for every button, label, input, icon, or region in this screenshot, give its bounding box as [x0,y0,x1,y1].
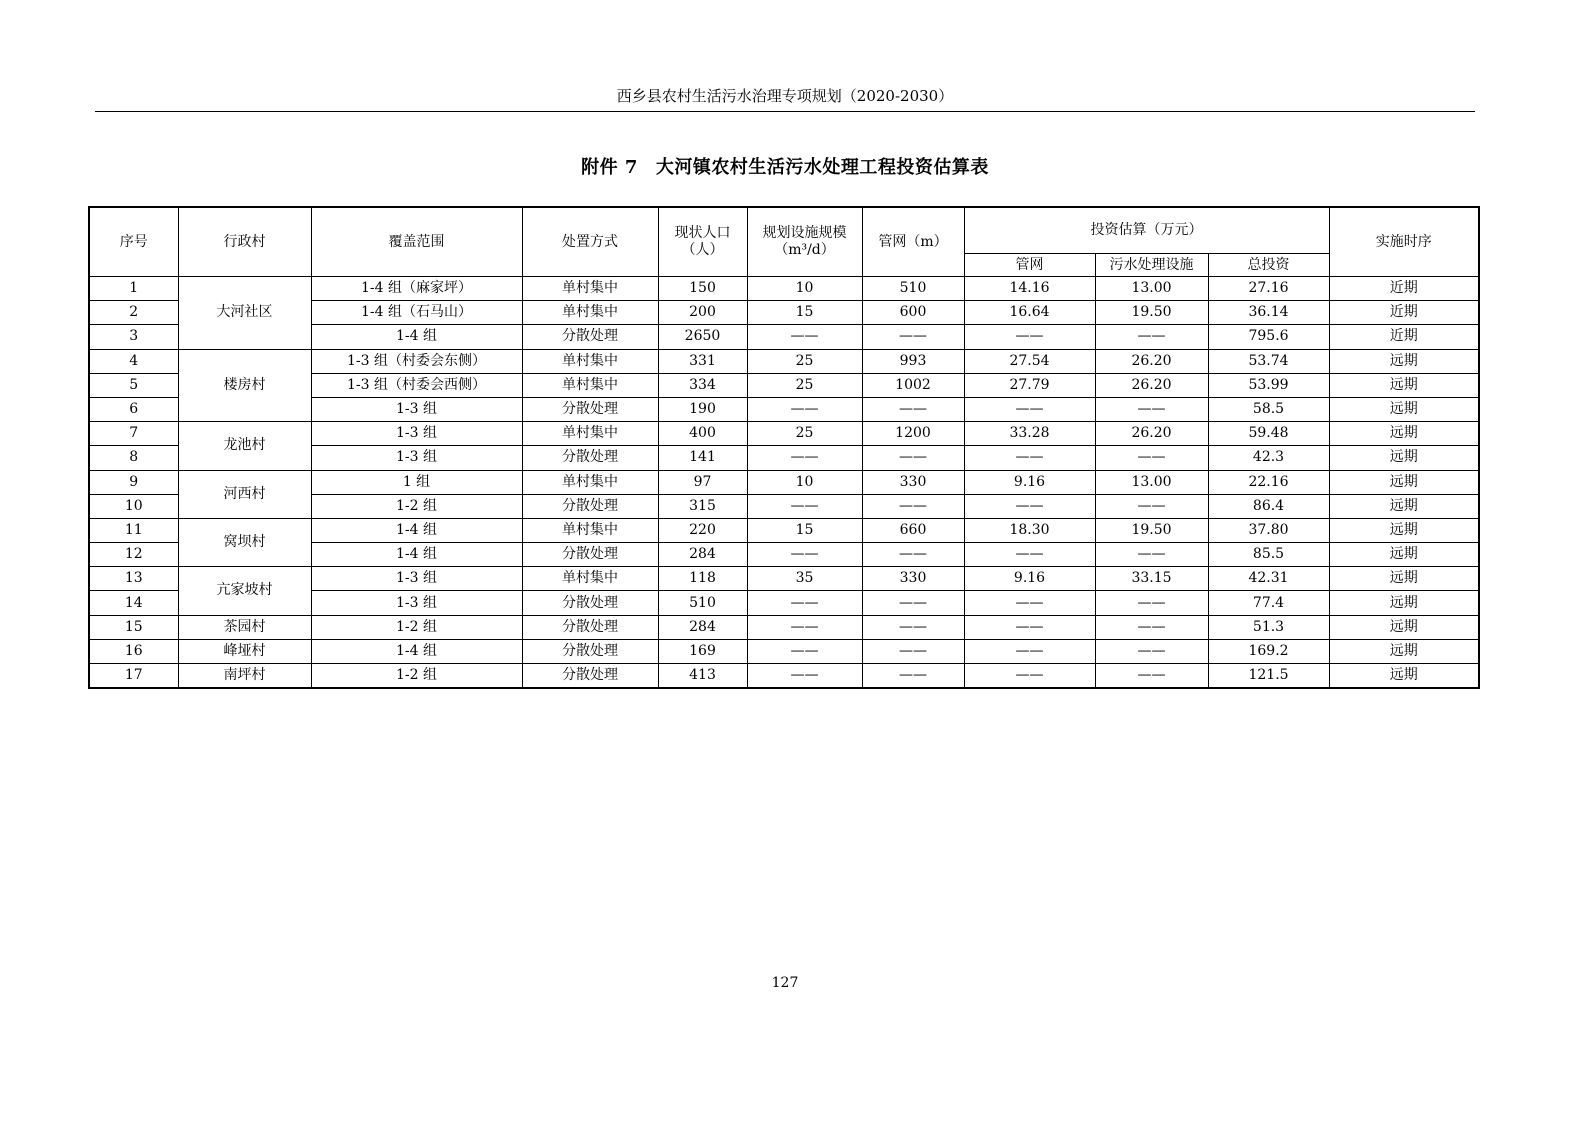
cell-village: 大河社区 [178,277,311,350]
cell-inv-pipe: 27.79 [964,373,1095,397]
cell-inv-facility: 26.20 [1095,422,1208,446]
cell-schedule: 远期 [1329,543,1479,567]
col-header-coverage: 覆盖范围 [311,207,522,277]
cell-method: 单村集中 [522,422,658,446]
col-header-schedule: 实施时序 [1329,207,1479,277]
cell-seq: 4 [89,349,178,373]
cell-seq: 9 [89,470,178,494]
cell-schedule: 远期 [1329,615,1479,639]
cell-inv-facility: 33.15 [1095,567,1208,591]
cell-population: 150 [658,277,747,301]
cell-method: 单村集中 [522,373,658,397]
cell-inv-total: 37.80 [1208,518,1329,542]
cell-inv-pipe: —— [964,615,1095,639]
cell-method: 分散处理 [522,494,658,518]
cell-scale: —— [747,494,862,518]
cell-population: 220 [658,518,747,542]
cell-scale: 25 [747,373,862,397]
cell-inv-facility: 19.50 [1095,301,1208,325]
cell-pipe-length: 330 [862,567,964,591]
cell-coverage: 1 组 [311,470,522,494]
cell-method: 分散处理 [522,639,658,663]
cell-pipe-length: 510 [862,277,964,301]
cell-schedule: 远期 [1329,567,1479,591]
cell-inv-pipe: 9.16 [964,567,1095,591]
table-row [89,567,1479,591]
cell-scale: —— [747,591,862,615]
cell-inv-total: 51.3 [1208,615,1329,639]
cell-pipe-length: 330 [862,470,964,494]
cell-method: 单村集中 [522,470,658,494]
cell-inv-facility: 26.20 [1095,373,1208,397]
cell-inv-pipe: 18.30 [964,518,1095,542]
cell-seq: 8 [89,446,178,470]
cell-inv-pipe: —— [964,664,1095,689]
cell-inv-pipe: —— [964,543,1095,567]
cell-schedule: 远期 [1329,664,1479,689]
cell-method: 分散处理 [522,325,658,349]
table-row [89,422,1479,446]
cell-scale: 15 [747,518,862,542]
cell-coverage: 1-3 组 [311,446,522,470]
cell-inv-facility: 13.00 [1095,470,1208,494]
cell-schedule: 远期 [1329,470,1479,494]
col-header-inv-total: 总投资 [1208,254,1329,277]
title-text: 大河镇农村生活污水处理工程投资估算表 [655,157,989,178]
cell-schedule: 远期 [1329,591,1479,615]
cell-inv-total: 27.16 [1208,277,1329,301]
cell-village: 亢家坡村 [178,567,311,615]
table-title [95,155,1475,181]
col-header-population-line1: 现状人口 [674,225,731,241]
col-header-village: 行政村 [178,207,311,277]
cell-inv-pipe: —— [964,325,1095,349]
cell-inv-pipe: 14.16 [964,277,1095,301]
cell-coverage: 1-4 组 [311,518,522,542]
cell-inv-facility: —— [1095,397,1208,421]
cell-inv-total: 53.74 [1208,349,1329,373]
cell-inv-pipe: —— [964,639,1095,663]
cell-schedule: 近期 [1329,325,1479,349]
cell-village: 楼房村 [178,349,311,422]
cell-inv-pipe: —— [964,591,1095,615]
cell-coverage: 1-3 组（村委会西侧） [311,373,522,397]
cell-population: 141 [658,446,747,470]
col-header-population [658,207,747,277]
cell-schedule: 远期 [1329,349,1479,373]
cell-pipe-length: —— [862,325,964,349]
cell-village: 窝坝村 [178,518,311,566]
cell-seq: 2 [89,301,178,325]
cell-coverage: 1-4 组（石马山） [311,301,522,325]
cell-population: 510 [658,591,747,615]
cell-coverage: 1-4 组 [311,543,522,567]
cell-seq: 14 [89,591,178,615]
cell-seq: 12 [89,543,178,567]
cell-inv-facility: —— [1095,494,1208,518]
cell-method: 分散处理 [522,664,658,689]
cell-inv-pipe: 27.54 [964,349,1095,373]
cell-method: 分散处理 [522,615,658,639]
cell-scale: —— [747,325,862,349]
col-header-seq: 序号 [89,207,178,277]
cell-population: 413 [658,664,747,689]
cell-inv-total: 77.4 [1208,591,1329,615]
cell-population: 400 [658,422,747,446]
cell-scale: —— [747,639,862,663]
cell-inv-total: 169.2 [1208,639,1329,663]
cell-seq: 5 [89,373,178,397]
cell-population: 315 [658,494,747,518]
cell-schedule: 远期 [1329,446,1479,470]
cell-inv-total: 85.5 [1208,543,1329,567]
cell-method: 分散处理 [522,446,658,470]
cell-village: 河西村 [178,470,311,518]
cell-method: 分散处理 [522,397,658,421]
cell-pipe-length: —— [862,446,964,470]
cell-coverage: 1-2 组 [311,494,522,518]
table-body [89,277,1479,689]
running-header: 西乡县农村生活污水治理专项规划（2020-2030） [616,87,954,105]
cell-coverage: 1-3 组 [311,567,522,591]
table-row [89,615,1479,639]
cell-scale: 25 [747,422,862,446]
col-header-scale-line2: （m³/d） [774,242,835,258]
cell-inv-total: 59.48 [1208,422,1329,446]
cell-coverage: 1-4 组 [311,325,522,349]
cell-inv-total: 42.31 [1208,567,1329,591]
cell-coverage: 1-4 组 [311,639,522,663]
cell-seq: 11 [89,518,178,542]
cell-method: 单村集中 [522,518,658,542]
cell-schedule: 近期 [1329,277,1479,301]
cell-inv-pipe: —— [964,494,1095,518]
title-prefix: 附件 7 [581,157,638,178]
cell-inv-facility: 19.50 [1095,518,1208,542]
cell-pipe-length: 1200 [862,422,964,446]
table-row [89,349,1479,373]
cell-method: 分散处理 [522,543,658,567]
cell-pipe-length: —— [862,664,964,689]
cell-schedule: 远期 [1329,397,1479,421]
cell-village: 峰垭村 [178,639,311,663]
cell-inv-pipe: 9.16 [964,470,1095,494]
cell-method: 单村集中 [522,277,658,301]
cell-inv-pipe: 33.28 [964,422,1095,446]
cell-seq: 6 [89,397,178,421]
table-row [89,664,1479,689]
col-header-inv-pipe: 管网 [964,254,1095,277]
cell-coverage: 1-3 组 [311,397,522,421]
cell-inv-pipe: 16.64 [964,301,1095,325]
cell-scale: 35 [747,567,862,591]
cell-coverage: 1-3 组（村委会东侧） [311,349,522,373]
cell-inv-total: 36.14 [1208,301,1329,325]
cell-inv-total: 121.5 [1208,664,1329,689]
cell-pipe-length: —— [862,494,964,518]
cell-scale: 10 [747,470,862,494]
cell-population: 118 [658,567,747,591]
cell-population: 190 [658,397,747,421]
col-header-method: 处置方式 [522,207,658,277]
cell-scale: —— [747,664,862,689]
cell-inv-facility: 13.00 [1095,277,1208,301]
cell-coverage: 1-2 组 [311,615,522,639]
cell-method: 单村集中 [522,567,658,591]
cell-inv-facility: —— [1095,615,1208,639]
cell-pipe-length: 660 [862,518,964,542]
cell-schedule: 远期 [1329,373,1479,397]
cell-pipe-length: 600 [862,301,964,325]
col-header-investment: 投资估算（万元） [964,207,1329,254]
cell-seq: 16 [89,639,178,663]
cell-population: 200 [658,301,747,325]
cell-population: 169 [658,639,747,663]
cell-population: 284 [658,543,747,567]
cell-inv-total: 58.5 [1208,397,1329,421]
cell-inv-total: 53.99 [1208,373,1329,397]
cell-inv-total: 42.3 [1208,446,1329,470]
cell-inv-facility: —— [1095,325,1208,349]
cell-seq: 7 [89,422,178,446]
cell-inv-facility: —— [1095,543,1208,567]
cell-inv-facility: —— [1095,639,1208,663]
table-row [89,518,1479,542]
cell-pipe-length: —— [862,615,964,639]
cell-scale: 15 [747,301,862,325]
cell-population: 334 [658,373,747,397]
cell-pipe-length: 1002 [862,373,964,397]
cell-inv-facility: 26.20 [1095,349,1208,373]
cell-population: 331 [658,349,747,373]
cell-method: 分散处理 [522,591,658,615]
cell-coverage: 1-2 组 [311,664,522,689]
cell-coverage: 1-3 组 [311,422,522,446]
cell-seq: 17 [89,664,178,689]
cell-inv-total: 795.6 [1208,325,1329,349]
table-row [89,470,1479,494]
cell-inv-pipe: —— [964,397,1095,421]
table-row [89,639,1479,663]
cell-inv-total: 86.4 [1208,494,1329,518]
cell-scale: —— [747,446,862,470]
cell-seq: 10 [89,494,178,518]
cell-schedule: 远期 [1329,518,1479,542]
cell-pipe-length: —— [862,639,964,663]
investment-table [88,206,1480,689]
cell-scale: —— [747,397,862,421]
cell-population: 97 [658,470,747,494]
cell-seq: 1 [89,277,178,301]
cell-population: 2650 [658,325,747,349]
col-header-scale-line1: 规划设施规模 [762,225,847,241]
cell-inv-total: 22.16 [1208,470,1329,494]
cell-pipe-length: 993 [862,349,964,373]
cell-village: 南坪村 [178,664,311,689]
cell-village: 茶园村 [178,615,311,639]
cell-pipe-length: —— [862,591,964,615]
cell-method: 单村集中 [522,301,658,325]
cell-village: 龙池村 [178,422,311,470]
col-header-pipe-length: 管网（m） [862,207,964,277]
col-header-inv-facility: 污水处理设施 [1095,254,1208,277]
cell-pipe-length: —— [862,397,964,421]
cell-method: 单村集中 [522,349,658,373]
col-header-scale [747,207,862,277]
cell-seq: 13 [89,567,178,591]
cell-scale: —— [747,543,862,567]
cell-inv-facility: —— [1095,664,1208,689]
cell-pipe-length: —— [862,543,964,567]
cell-schedule: 远期 [1329,494,1479,518]
header-rule [95,111,1475,112]
cell-coverage: 1-4 组（麻家坪） [311,277,522,301]
cell-inv-facility: —— [1095,591,1208,615]
cell-scale: 25 [747,349,862,373]
cell-schedule: 远期 [1329,639,1479,663]
cell-scale: —— [747,615,862,639]
table-row [89,277,1479,301]
cell-scale: 10 [747,277,862,301]
col-header-population-line2: （人） [681,242,724,258]
cell-inv-pipe: —— [964,446,1095,470]
cell-schedule: 近期 [1329,301,1479,325]
cell-schedule: 远期 [1329,422,1479,446]
cell-population: 284 [658,615,747,639]
cell-seq: 15 [89,615,178,639]
cell-coverage: 1-3 组 [311,591,522,615]
cell-inv-facility: —— [1095,446,1208,470]
cell-seq: 3 [89,325,178,349]
page-number: 127 [771,975,799,991]
